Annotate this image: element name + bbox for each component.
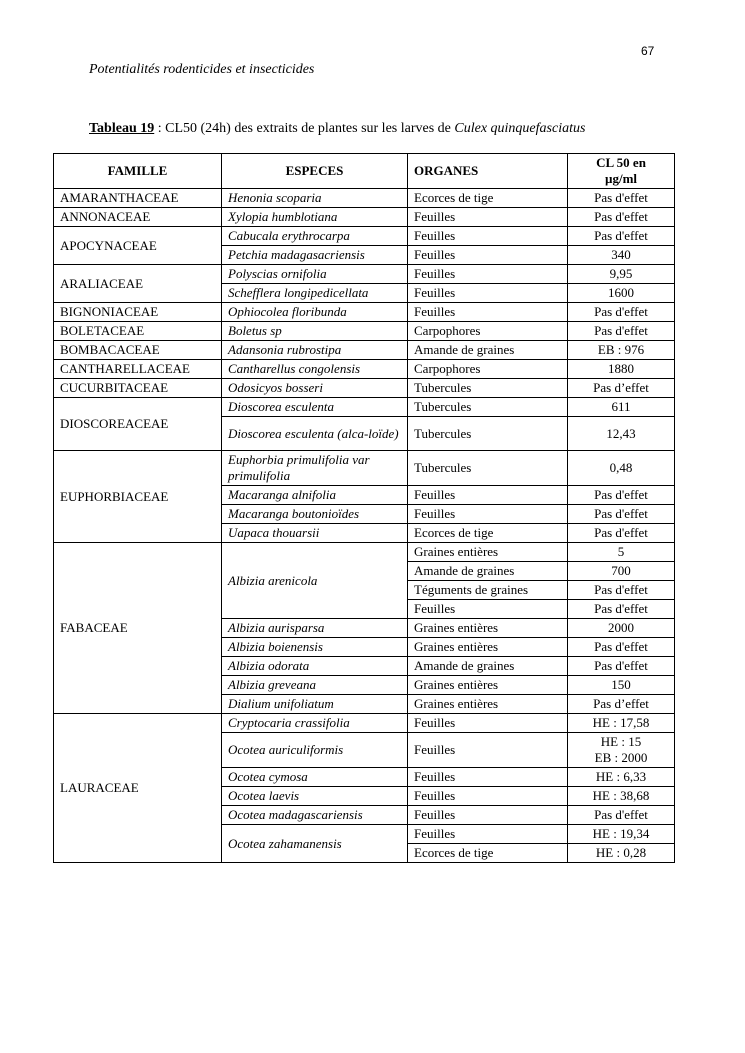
famille-cell: APOCYNACEAE bbox=[54, 227, 222, 265]
cl50-value-cell: Pas d’effet bbox=[568, 695, 675, 714]
espece-cell: Uapaca thouarsii bbox=[222, 524, 408, 543]
famille-cell: AMARANTHACEAE bbox=[54, 189, 222, 208]
table-row bbox=[54, 543, 675, 562]
cl50-value-cell: Pas d'effet bbox=[568, 638, 675, 657]
table-row bbox=[54, 303, 675, 322]
espece-cell: Albizia greveana bbox=[222, 676, 408, 695]
table-body bbox=[54, 189, 675, 863]
organe-cell: Graines entières bbox=[408, 638, 568, 657]
famille-cell: ARALIACEAE bbox=[54, 265, 222, 303]
organe-cell: Feuilles bbox=[408, 733, 568, 768]
cl50-value-cell: Pas d'effet bbox=[568, 486, 675, 505]
cl50-value-cell: 340 bbox=[568, 246, 675, 265]
espece-cell: Euphorbia primulifolia var primulifolia bbox=[222, 451, 408, 486]
espece-cell: Xylopia humblotiana bbox=[222, 208, 408, 227]
table-row bbox=[54, 714, 675, 733]
espece-cell: Albizia arenicola bbox=[222, 543, 408, 619]
organe-cell: Ecorces de tige bbox=[408, 189, 568, 208]
organe-cell: Graines entières bbox=[408, 619, 568, 638]
organe-cell: Feuilles bbox=[408, 600, 568, 619]
cl50-value-cell: 150 bbox=[568, 676, 675, 695]
famille-cell: EUPHORBIACEAE bbox=[54, 451, 222, 543]
espece-cell: Dioscorea esculenta (alca-loïde) bbox=[222, 417, 408, 451]
espece-cell: Adansonia rubrostipa bbox=[222, 341, 408, 360]
organe-cell: Ecorces de tige bbox=[408, 524, 568, 543]
table-row bbox=[54, 398, 675, 417]
organe-cell: Tubercules bbox=[408, 451, 568, 486]
cl50-value-cell: Pas d'effet bbox=[568, 524, 675, 543]
espece-cell: Cryptocaria crassifolia bbox=[222, 714, 408, 733]
table-row bbox=[54, 322, 675, 341]
organe-cell: Feuilles bbox=[408, 303, 568, 322]
table-row bbox=[54, 208, 675, 227]
table-row bbox=[54, 379, 675, 398]
espece-cell: Albizia boienensis bbox=[222, 638, 408, 657]
cl50-value-cell: 1880 bbox=[568, 360, 675, 379]
cl50-value-cell: 611 bbox=[568, 398, 675, 417]
famille-cell: CUCURBITACEAE bbox=[54, 379, 222, 398]
espece-cell: Ocotea laevis bbox=[222, 787, 408, 806]
caption-label: Tableau 19 bbox=[89, 121, 155, 136]
organe-cell: Feuilles bbox=[408, 246, 568, 265]
caption-text: : CL50 (24h) des extraits de plantes sur les larves de bbox=[154, 121, 455, 136]
cl50-value-cell: Pas d'effet bbox=[568, 322, 675, 341]
espece-cell: Polyscias ornifolia bbox=[222, 265, 408, 284]
espece-cell: Ocotea zahamanensis bbox=[222, 825, 408, 863]
organe-cell: Graines entières bbox=[408, 676, 568, 695]
cl50-value-cell: Pas d'effet bbox=[568, 227, 675, 246]
organe-cell: Amande de graines bbox=[408, 657, 568, 676]
table-row bbox=[54, 189, 675, 208]
cl50-value-cell: Pas d'effet bbox=[568, 303, 675, 322]
cl50-value-cell: HE : 6,33 bbox=[568, 768, 675, 787]
header-especes: ESPECES bbox=[222, 154, 408, 189]
cl50-value-cell: 0,48 bbox=[568, 451, 675, 486]
cl50-value-cell: HE : 38,68 bbox=[568, 787, 675, 806]
organe-cell: Tubercules bbox=[408, 417, 568, 451]
table-row bbox=[54, 265, 675, 284]
espece-cell: Petchia madagasacriensis bbox=[222, 246, 408, 265]
cl50-value-cell: HE : 0,28 bbox=[568, 844, 675, 863]
header-cl50-line2: µg/ml bbox=[604, 171, 638, 186]
cl50-value-cell: Pas d'effet bbox=[568, 208, 675, 227]
table-row bbox=[54, 341, 675, 360]
espece-cell: Albizia odorata bbox=[222, 657, 408, 676]
cl50-value-cell: Pas d'effet bbox=[568, 600, 675, 619]
espece-cell: Ocotea auriculiformis bbox=[222, 733, 408, 768]
organe-cell: Feuilles bbox=[408, 714, 568, 733]
header-organes: ORGANES bbox=[408, 154, 568, 189]
famille-cell: FABACEAE bbox=[54, 543, 222, 714]
famille-cell: LAURACEAE bbox=[54, 714, 222, 863]
espece-cell: Henonia scoparia bbox=[222, 189, 408, 208]
cl50-value-cell: HE : 17,58 bbox=[568, 714, 675, 733]
cl50-value-cell: 2000 bbox=[568, 619, 675, 638]
espece-cell: Ophiocolea floribunda bbox=[222, 303, 408, 322]
cl50-value-cell: HE : 19,34 bbox=[568, 825, 675, 844]
cl50-value-cell: Pas d'effet bbox=[568, 806, 675, 825]
header-cl50 bbox=[568, 154, 675, 189]
organe-cell: Feuilles bbox=[408, 787, 568, 806]
espece-cell: Ocotea cymosa bbox=[222, 768, 408, 787]
cl50-value-cell: 9,95 bbox=[568, 265, 675, 284]
famille-cell: BOMBACACEAE bbox=[54, 341, 222, 360]
famille-cell: CANTHARELLACEAE bbox=[54, 360, 222, 379]
famille-cell: BIGNONIACEAE bbox=[54, 303, 222, 322]
cl50-value-cell: Pas d'effet bbox=[568, 657, 675, 676]
cl50-value-cell: Pas d'effet bbox=[568, 581, 675, 600]
espece-cell: Macaranga boutonioïdes bbox=[222, 505, 408, 524]
espece-cell: Boletus sp bbox=[222, 322, 408, 341]
cl50-value-cell: 700 bbox=[568, 562, 675, 581]
cl50-value-cell: 12,43 bbox=[568, 417, 675, 451]
header-famille: FAMILLE bbox=[54, 154, 222, 189]
organe-cell: Tubercules bbox=[408, 379, 568, 398]
header-cl50-line1: CL 50 en bbox=[596, 155, 646, 170]
espece-cell: Albizia aurisparsa bbox=[222, 619, 408, 638]
cl50-value-cell: 1600 bbox=[568, 284, 675, 303]
espece-cell: Cabucala erythrocarpa bbox=[222, 227, 408, 246]
espece-cell: Dialium unifoliatum bbox=[222, 695, 408, 714]
organe-cell: Ecorces de tige bbox=[408, 844, 568, 863]
lc50-table bbox=[53, 153, 675, 863]
table-row bbox=[54, 451, 675, 486]
organe-cell: Feuilles bbox=[408, 806, 568, 825]
table-header-row bbox=[54, 154, 675, 189]
organe-cell: Feuilles bbox=[408, 505, 568, 524]
running-header: Potentialités rodenticides et insecticides bbox=[89, 62, 315, 77]
famille-cell: DIOSCOREACEAE bbox=[54, 398, 222, 451]
cl50-value-cell: 5 bbox=[568, 543, 675, 562]
espece-cell: Ocotea madagascariensis bbox=[222, 806, 408, 825]
espece-cell: Odosicyos bosseri bbox=[222, 379, 408, 398]
organe-cell: Carpophores bbox=[408, 360, 568, 379]
organe-cell: Feuilles bbox=[408, 768, 568, 787]
espece-cell: Macaranga alnifolia bbox=[222, 486, 408, 505]
organe-cell: Feuilles bbox=[408, 265, 568, 284]
page-number: 67 bbox=[641, 44, 655, 58]
organe-cell: Graines entières bbox=[408, 695, 568, 714]
organe-cell: Tubercules bbox=[408, 398, 568, 417]
famille-cell: BOLETACEAE bbox=[54, 322, 222, 341]
cl50-value-cell: Pas d'effet bbox=[568, 189, 675, 208]
table-row bbox=[54, 227, 675, 246]
organe-cell: Feuilles bbox=[408, 825, 568, 844]
organe-cell: Graines entières bbox=[408, 543, 568, 562]
organe-cell: Téguments de graines bbox=[408, 581, 568, 600]
organe-cell: Amande de graines bbox=[408, 562, 568, 581]
organe-cell: Feuilles bbox=[408, 486, 568, 505]
organe-cell: Feuilles bbox=[408, 227, 568, 246]
espece-cell: Dioscorea esculenta bbox=[222, 398, 408, 417]
espece-cell: Cantharellus congolensis bbox=[222, 360, 408, 379]
organe-cell: Amande de graines bbox=[408, 341, 568, 360]
cl50-value-cell: HE : 15 EB : 2000 bbox=[568, 733, 675, 768]
famille-cell: ANNONACEAE bbox=[54, 208, 222, 227]
caption-species: Culex quinquefasciatus bbox=[454, 121, 586, 136]
cl50-value-cell: Pas d'effet bbox=[568, 505, 675, 524]
cl50-value-cell: Pas d’effet bbox=[568, 379, 675, 398]
table-caption bbox=[89, 121, 585, 137]
organe-cell: Carpophores bbox=[408, 322, 568, 341]
organe-cell: Feuilles bbox=[408, 284, 568, 303]
organe-cell: Feuilles bbox=[408, 208, 568, 227]
table-row bbox=[54, 360, 675, 379]
cl50-value-cell: EB : 976 bbox=[568, 341, 675, 360]
espece-cell: Schefflera longipedicellata bbox=[222, 284, 408, 303]
